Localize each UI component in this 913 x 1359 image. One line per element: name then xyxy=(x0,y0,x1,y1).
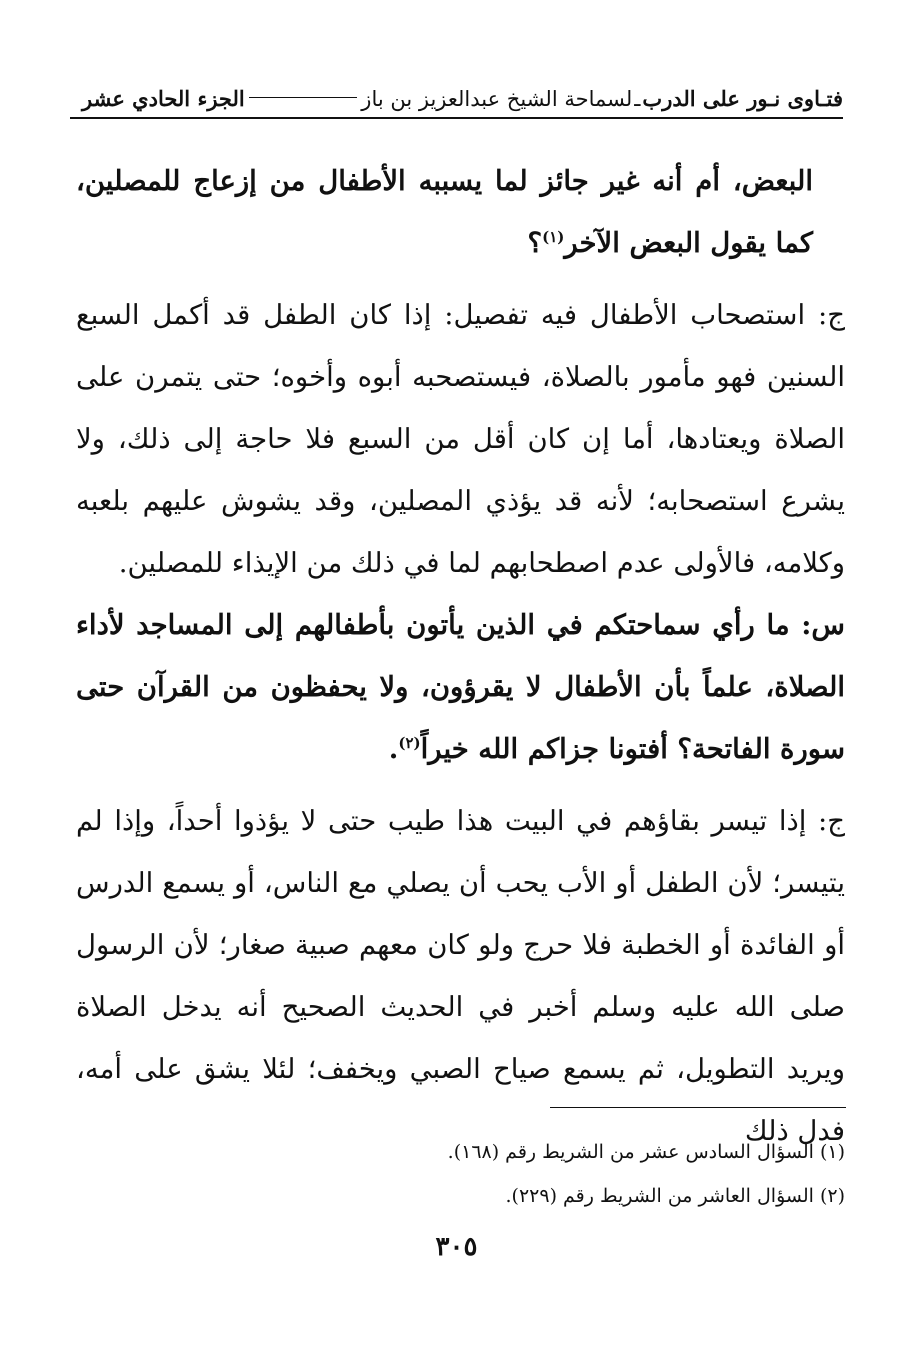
footnote-divider xyxy=(550,1107,846,1108)
series-title: فتـاوى نـور على الدرب xyxy=(642,86,843,111)
author-name: لسماحة الشيخ عبدالعزيز بن باز xyxy=(361,87,633,111)
footnote-1: (١) السؤال السادس عشر من الشريط رقم (١٦٨). xyxy=(447,1141,845,1163)
footnotes xyxy=(200,1130,845,1218)
page-body xyxy=(76,150,845,1162)
question-paragraph: س: ما رأي سماحتكم في الذين يأتون بأطفالهم إلى المساجد لأداء الصلاة، علماً بأن الأطفال لا يقرؤون، ولا يحفظون من القرآن حتى سورة الفاتحة؟ أفتونا جزاكم الله خيراً$^{(٢)}$. xyxy=(76,609,845,765)
header-dash-rule xyxy=(249,97,358,98)
part-title: الجزء الحادي عشر xyxy=(82,86,245,111)
running-header xyxy=(82,84,843,114)
footnote-2: (٢) السؤال العاشر من الشريط رقم (٢٢٩). xyxy=(505,1185,845,1207)
page-number: ٣٠٥ xyxy=(435,1232,478,1262)
answer-paragraph-1: ج: استصحاب الأطفال فيه تفصيل: إذا كان الطفل قد أكمل السبع السنين فهو مأمور بالصلاة، فيستصحبه أبوه وأخوه؛ حتى يتمرن على الصلاة ويعتادها، أما إن كان أقل من السبع فلا حاجة إلى ذلك، ولا يشرع استصحابه؛ لأنه قد يؤذي المصلين، وقد يشوش عليهم بلعبه وكلامه، فالأولى عدم اصطحابهم لما في ذلك من الإيذاء للمصلين. xyxy=(76,299,845,579)
header-divider xyxy=(70,117,843,119)
footnote-ref-2: (٢) xyxy=(398,733,421,752)
footnote-ref-1: (١) xyxy=(542,227,565,246)
answer-paragraph-2: ج: إذا تيسر بقاؤهم في البيت هذا طيب حتى لا يؤذوا أحداً، وإذا لم يتيسر؛ لأن الطفل أو الأب يحب أن يصلي مع الناس، أو يسمع الدرس أو الفائدة أو الخطبة فلا حرج ولو كان معهم صبية صغار؛ لأن الرسول صلى الله عليه وسلم أخبر في الحديث الصحيح أنه يدخل الصلاة ويريد التطويل، ثم يسمع صياح الصبي ويخفف؛ لئلا يشق على أمه، فدل ذلك xyxy=(76,805,845,1147)
question-continuation: البعض، أم أنه غير جائز لما يسببه الأطفال من إزعاج للمصلين، كما يقول البعض الآخر$^{(١)}$؟ xyxy=(76,165,813,259)
header-separator: ـ xyxy=(634,87,641,111)
